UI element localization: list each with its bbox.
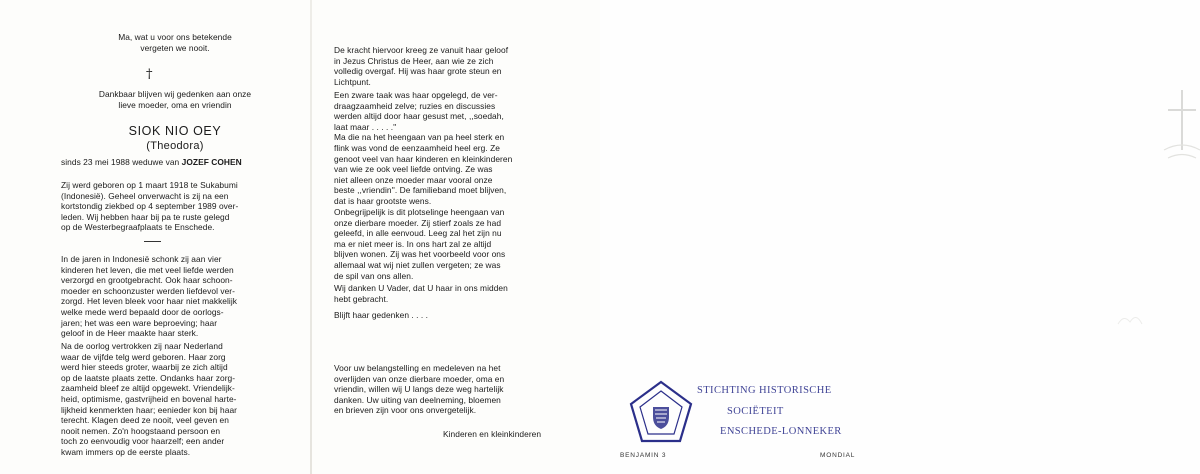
printer-mark-right: MONDIAL (820, 452, 856, 459)
section-divider (144, 241, 161, 242)
printer-mark-left: BENJAMIN 3 (620, 452, 667, 459)
signature: Kinderen en kleinkinderen (443, 429, 542, 439)
opening-verse: Ma, wat u voor ons betekende vergeten we nooit. (118, 32, 232, 53)
passing-paragraph: Onbegrijpelijk is dit plotselinge heengaan van onze dierbare moeder. Zij stierf zoals ze had geleefd, in alle eenvoud. Leeg zal het zijn nu ma er niet meer is. In ons hart zal ze altijd blijven wonen. Zij was het voorbeeld voor ons allemaal wat wij niet zullen vergeten; ze was de spil van ons allen. (334, 207, 506, 281)
cross-icon: † (146, 67, 153, 82)
remembrance-line: Blijft haar gedenken . . . . (334, 310, 429, 320)
biography-paragraph: Zij werd geboren op 1 maart 1918 te Sukabumi (Indonesië). Geheel onverwacht is zij na een kortstondig ziekbed op 4 september 1989 over- leden. Wij hebben haar bij pa te ruste gelegd op de Westerbegraafplaats te Enschede. (61, 180, 239, 233)
husband-name: JOZEF COHEN (181, 157, 242, 167)
prayer-paragraph: Wij danken U Vader, dat U haar in ons midden hebt gebracht. (334, 283, 508, 304)
card-fold (310, 0, 312, 474)
thanks-paragraph: Voor uw belangstelling en medeleven na het overlijden van onze dierbare moeder, oma en vriendin, willen wij U langs deze weg hartelijk danken. Uw uiting van deelneming, bloemen en brieven zijn voor ons onvergetelijk. (334, 363, 505, 416)
embossed-flower-icon (1114, 310, 1144, 330)
widow-prefix: sinds 23 mei 1988 weduwe van (61, 157, 182, 167)
embossed-cross-icon (1162, 88, 1200, 168)
character-paragraph: Een zware taak was haar opgelegd, de ver- draagzaamheid zelve; ruzies en discussies werden altijd door haar gesust met, ,,soedah, laat maar . . . . .'' Ma die na het heengaan van pa heel sterk en flink was vond de eenzaamheid heel erg. Ze genoot veel van haar kinderen en kleinkinderen van wie ze ook veel liefde ontving. Ze was niet alleen onze moeder maar vooral onze beste ,,vriendin''. De familieband moet blijven, dat is haar grootste wens. (334, 90, 513, 206)
stamp-line-3: ENSCHEDE-LONNEKER (720, 426, 842, 437)
deceased-alias: (Theodora) (146, 140, 204, 152)
intro-text: Dankbaar blijven wij gedenken aan onze lieve moeder, oma en vriendin (98, 89, 252, 110)
life-paragraph-2: Na de oorlog vertrokken zij naar Nederland waar de vijfde telg werd geboren. Haar zorg werd hier steeds groter, waarbij ze zich altijd op de laatste plaats zette. Ondanks haar zorg- zaamheid bleef ze altijd opgewekt. Vriendelijk- heid, optimisme, gastvrijheid en bovenal harte- lijkheid kenmerkten haar; eenieder kon bij haar terecht. Klagen deed ze nooit, veel geven en nooit nemen. Zo'n hoogstaand persoon en toch zo eenvoudig voor haarzelf; een ander kwam immers op de eerste plaats. (61, 341, 237, 457)
faith-paragraph: De kracht hiervoor kreeg ze vanuit haar geloof in Jezus Christus de Heer, aan wie ze zich volledig overgaf. Hij was haar grote steun en Lichtpunt. (334, 45, 509, 87)
widow-line (61, 157, 242, 168)
deceased-name: SIOK NIO OEY (128, 124, 222, 138)
stamp-line-2: SOCIËTEIT (727, 406, 784, 417)
life-paragraph-1: In de jaren in Indonesië schonk zij aan vier kinderen het leven, die met veel liefde werden verzorgd en grootgebracht. Ook haar schoon- moeder en schoonzuster werden liefdevol ver- zorgd. Het leven bleek voor haar niet makkelijk welke mede werd bepaald door de oorlogs- jaren; het was een ware beproeving; haar geloof in de Heer maakte haar sterk. (61, 254, 237, 339)
stamp-line-1: STICHTING HISTORISCHE (697, 385, 832, 396)
pentagon-stamp-icon (628, 379, 694, 445)
